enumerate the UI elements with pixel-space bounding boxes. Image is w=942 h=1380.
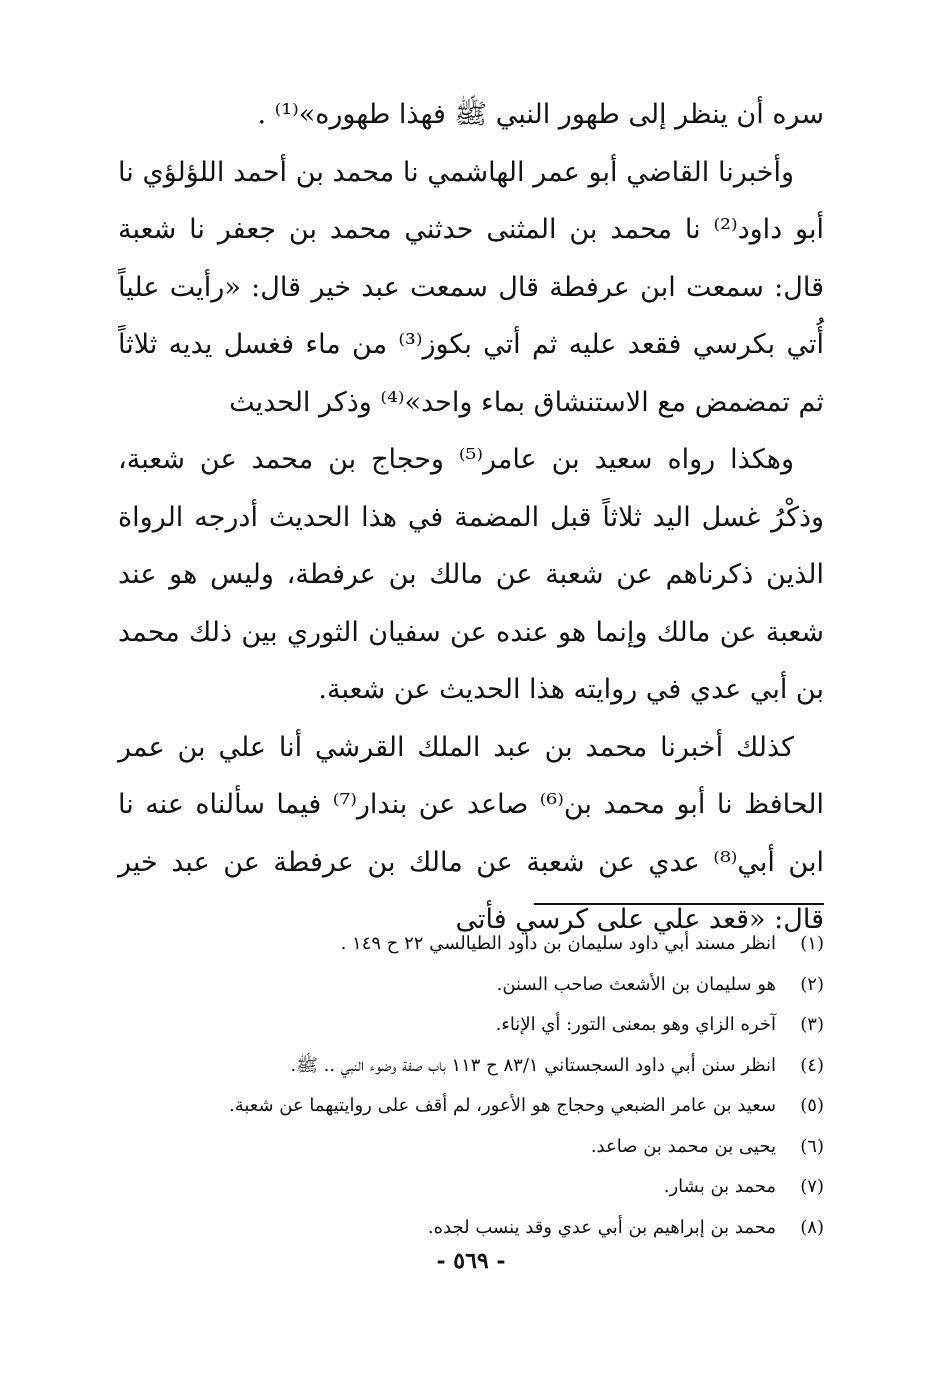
footnote-number: (١) bbox=[800, 933, 824, 954]
footnote-7 bbox=[118, 1167, 824, 1208]
footnote-text: سعيد بن عامر الضبعي وحجاج هو الأعور، لم أقف على روايتيهما عن شعبة. bbox=[228, 1095, 776, 1116]
footnote-5 bbox=[118, 1086, 824, 1127]
footnote-text: يحيى بن محمد بن صاعد. bbox=[590, 1135, 776, 1157]
paragraph-1: سره أن ينظر إلى طهور النبي ﷺ فهذا طهوره»⁽¹⁾ . bbox=[257, 99, 824, 130]
paragraph-4: كذلك أخبرنا محمد بن عبد الملك القرشي أنا علي بن عمر الحافظ نا أبو محمد بن⁽⁶⁾ صاعد عن بندار⁽⁷⁾ فيما سألناه عنه نا ابن أبي⁽⁸⁾ عدي عن شعبة عن مالك بن عرفطة عن عبد خير قال: «قعد علي على كرسي فأتى bbox=[118, 731, 825, 935]
footnote-8 bbox=[118, 1208, 824, 1249]
footnote-text: انظر مسند أبي داود سليمان بن داود الطيالسي ٢٢ ح ١٤٩ . bbox=[340, 933, 776, 954]
footnote-3 bbox=[118, 1005, 824, 1046]
footnote-6 bbox=[118, 1127, 824, 1168]
footnote-text: محمد بن بشار. bbox=[663, 1176, 776, 1197]
footnote-separator bbox=[534, 903, 824, 905]
footnote-number: (٢) bbox=[800, 973, 824, 995]
paragraph-2: وأخبرنا القاضي أبو عمر الهاشمي نا محمد بن أحمد اللؤلؤي نا أبو داود⁽²⁾ نا محمد بن المثنى حدثني محمد بن جعفر نا شعبة قال: سمعت ابن عرفطة قال سمعت عبد خير قال: «رأيت علياً أُتي بكرسي فقعد عليه ثم أتي بكوز⁽³⁾ من ماء فغسل يديه ثلاثاً ثم تمضمض مع الاستنشاق بماء واحد»⁽⁴⁾ وذكر الحديث bbox=[118, 156, 824, 418]
footnote-text: آخره الزاي وهو بمعنى التور: أي الإناء. bbox=[495, 1014, 776, 1035]
footnote-text: هو سليمان بن الأشعث صاحب السنن. bbox=[496, 973, 776, 995]
main-text bbox=[118, 86, 824, 949]
footnote-1 bbox=[118, 924, 824, 965]
paragraph-3: وهكذا رواه سعيد بن عامر⁽⁵⁾ وحجاج بن محمد عن شعبة، وذكْرُ غسل اليد ثلاثاً قبل المضمة في هذا الحديث أدرجه الرواة الذين ذكرناهم عن شعبة عن مالك بن عرفطة، وليس هو عند شعبة عن مالك وإنما هو عنده عن سفيان الثوري بين ذلك محمد بن أبي عدي في روايته هذا الحديث عن شعبة. bbox=[118, 444, 824, 705]
footnote-2 bbox=[118, 965, 824, 1006]
footnote-text: محمد بن إبراهيم بن أبي عدي وقد ينسب لجده. bbox=[427, 1216, 776, 1238]
footnotes bbox=[118, 924, 824, 1248]
footnote-4 bbox=[118, 1046, 824, 1087]
page-number: - ٥٦٩ - bbox=[436, 1248, 506, 1274]
footnote-text: انظر سنن أبي داود السجستاني ٨٣/١ ح ١١٣ باب صفة وضوء النبي .. ﷺ. bbox=[290, 1054, 776, 1076]
footnote-number: (٨) bbox=[800, 1216, 824, 1238]
footnote-number: (٤) bbox=[800, 1054, 824, 1076]
footnote-number: (٥) bbox=[800, 1095, 824, 1116]
footnote-number: (٣) bbox=[800, 1014, 824, 1035]
footnote-number: (٧) bbox=[800, 1176, 824, 1197]
footnote-number: (٦) bbox=[800, 1135, 824, 1157]
